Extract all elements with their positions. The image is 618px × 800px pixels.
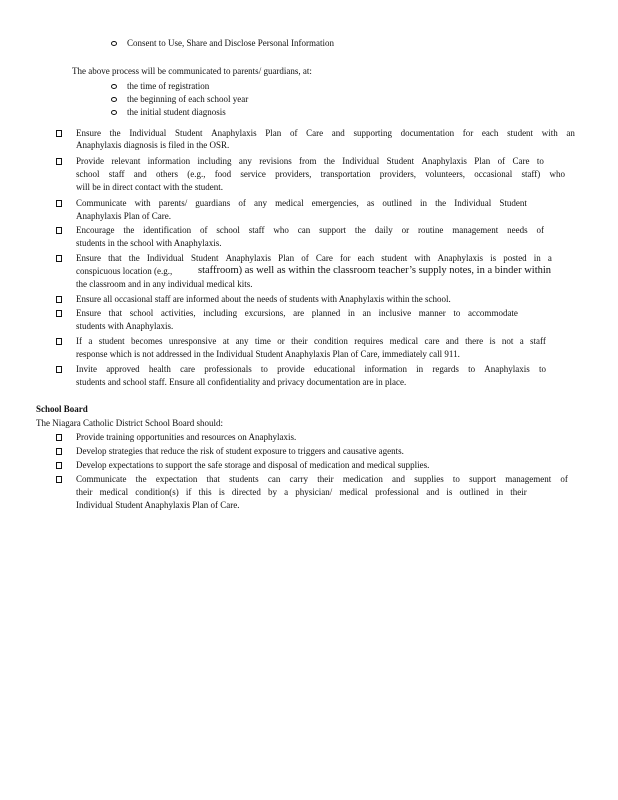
communication-intro: The above process will be communicated to parents/ guardians, at:	[72, 66, 312, 76]
list-item-line: Provide training opportunities and resources on Anaphylaxis.	[76, 432, 297, 442]
square-bullet-icon	[56, 366, 62, 373]
list-item-line: response which is not addressed in the Individual Student Anaphylaxis Plan of Care, immediately call 911.	[76, 349, 460, 359]
list-item-line: Provide relevant information including any revisions from the Individual Student Anaphylaxis Plan of Care to	[76, 156, 544, 166]
list-item-line: the classroom and in any individual medical kits.	[76, 279, 253, 289]
list-item-line: Anaphylaxis Plan of Care.	[76, 211, 171, 221]
list-item-line: Communicate with parents/ guardians of any medical emergencies, as outlined in the Individual Student	[76, 198, 527, 208]
square-bullet-icon	[56, 130, 62, 137]
list-item-line: Ensure all occasional staff are informed about the needs of students with Anaphylaxis within the school.	[76, 294, 451, 304]
hollow-bullet-icon	[111, 84, 117, 89]
square-bullet-icon	[56, 462, 62, 469]
board-intro: The Niagara Catholic District School Board should:	[36, 418, 223, 428]
list-item-line: Communicate the expectation that students can carry their medication and supplies to support management of	[76, 474, 568, 484]
square-bullet-icon	[56, 310, 62, 317]
list-item-line: students with Anaphylaxis.	[76, 321, 174, 331]
list-item-line: Anaphylaxis diagnosis is filed in the OSR.	[76, 140, 230, 150]
list-item-line: will be in direct contact with the student.	[76, 182, 223, 192]
list-item-line: Ensure that school activities, including excursions, are planned in an inclusive manner to accommodate	[76, 308, 518, 318]
list-item-line: Ensure the Individual Student Anaphylaxis Plan of Care and supporting documentation for each student with an	[76, 128, 575, 138]
square-bullet-icon	[56, 476, 62, 483]
list-item-line: Develop strategies that reduce the risk of student exposure to triggers and causative agents.	[76, 446, 404, 456]
square-bullet-icon	[56, 338, 62, 345]
square-bullet-icon	[56, 448, 62, 455]
list-item-line: Individual Student Anaphylaxis Plan of Care.	[76, 500, 240, 510]
list-item-line: If a student becomes unresponsive at any time or their condition requires medical care and there is not a staff	[76, 336, 546, 346]
square-bullet-icon	[56, 158, 62, 165]
square-bullet-icon	[56, 255, 62, 262]
list-item-line: students in the school with Anaphylaxis.	[76, 238, 222, 248]
list-item-line: conspicuous location (e.g.,	[76, 266, 173, 276]
list-item-line: school staff and others (e.g., food service providers, transportation providers, volunteers, occasional staff) who	[76, 169, 565, 179]
list-item-line: their medical condition(s) if this is directed by a physician/ medical professional and is outlined in their	[76, 487, 527, 497]
square-bullet-icon	[56, 227, 62, 234]
list-item-line: Ensure that the Individual Student Anaphylaxis Plan of Care for each student with Anaphylaxis is posted in a	[76, 253, 552, 263]
hollow-bullet-icon	[111, 97, 117, 102]
timing-bullet: the beginning of each school year	[127, 94, 249, 104]
timing-bullet: the time of registration	[127, 81, 210, 91]
list-item-line: Develop expectations to support the safe storage and disposal of medication and medical supplies.	[76, 460, 430, 470]
list-item-line: Encourage the identification of school staff who can support the daily or routine management needs of	[76, 225, 544, 235]
list-item-line: staffroom) as well as within the classroom teacher’s supply notes, in a binder within	[198, 265, 552, 276]
square-bullet-icon	[56, 200, 62, 207]
timing-bullet: the initial student diagnosis	[127, 107, 226, 117]
section-heading: School Board	[36, 404, 88, 414]
list-item-line: Invite approved health care professionals to provide educational information in regards to Anaphylaxis to	[76, 364, 546, 374]
square-bullet-icon	[56, 296, 62, 303]
consent-bullet-text: Consent to Use, Share and Disclose Personal Information	[127, 38, 334, 48]
list-item-line: students and school staff. Ensure all confidentiality and privacy documentation are in place.	[76, 377, 407, 387]
square-bullet-icon	[56, 434, 62, 441]
hollow-bullet-icon	[111, 110, 117, 115]
hollow-bullet-icon	[111, 41, 117, 46]
